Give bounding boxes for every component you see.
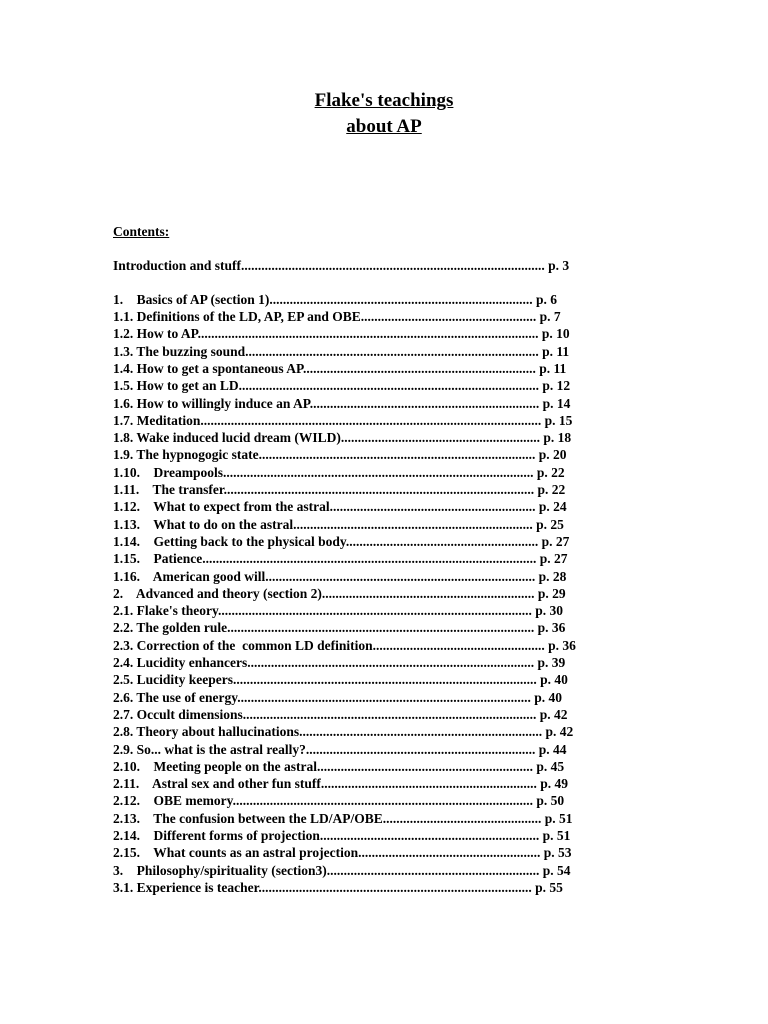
toc-entry-2-15: 2.15. What counts as an astral projection...................................................... p. 53 [113, 845, 572, 860]
toc-entry-1-4: 1.4. How to get a spontaneous AP..................................................................... p. 11 [113, 361, 567, 376]
toc-entry-2-6: 2.6. The use of energy....................................................................................... p. 40 [113, 690, 563, 705]
toc-entry-2-7: 2.7. Occult dimensions....................................................................................... p. 42 [113, 707, 568, 722]
toc-entry-2-1: 2.1. Flake's theory............................................................................................. p. 30 [113, 603, 564, 618]
toc-entry-1-10: 1.10. Dreampools............................................................................................ p. 22 [113, 465, 565, 480]
toc-entry-1-3: 1.3. The buzzing sound....................................................................................... p. 11 [113, 344, 570, 359]
toc-entry-2-14: 2.14. Different forms of projection................................................................. p. 51 [113, 828, 571, 843]
document-title-line-1: Flake's teachings [314, 90, 454, 111]
toc-entry-1-8: 1.8. Wake induced lucid dream (WILD)........................................................... p. 18 [113, 430, 572, 445]
toc-entry-2-13: 2.13. The confusion between the LD/AP/OBE............................................... p. 51 [113, 811, 573, 826]
toc-entry-1-16: 1.16. American good will................................................................................ p. 28 [113, 569, 567, 584]
toc-entry-1-13: 1.13. What to do on the astral....................................................................... p. 25 [113, 517, 564, 532]
toc-entry-2-4: 2.4. Lucidity enhancers..................................................................................... p. 39 [113, 655, 566, 670]
toc-entry-section-1: 1. Basics of AP (section 1).............................................................................. p. 6 [113, 292, 557, 307]
toc-entry-section-3: 3. Philosophy/spirituality (section3)............................................................... p. 54 [113, 863, 571, 878]
toc-entry-section-2: 2. Advanced and theory (section 2)............................................................... p. 29 [113, 586, 566, 601]
contents-heading: Contents: [113, 224, 170, 239]
toc-entry-2-9: 2.9. So... what is the astral really?.................................................................... p. 44 [113, 742, 567, 757]
toc-entry-2-2: 2.2. The golden rule........................................................................................... p. 36 [113, 620, 566, 635]
toc-entry-1-2: 1.2. How to AP..................................................................................................... p. 10 [113, 326, 570, 341]
toc-entry-2-11: 2.11. Astral sex and other fun stuff................................................................ p. 49 [113, 776, 569, 791]
toc-entry-1-11: 1.11. The transfer............................................................................................ p. 22 [113, 482, 566, 497]
toc-entry-1-12: 1.12. What to expect from the astral............................................................. p. 24 [113, 499, 567, 514]
toc-entry-1-6: 1.6. How to willingly induce an AP.................................................................... p. 14 [113, 396, 571, 411]
toc-entry-2-3: 2.3. Correction of the common LD definition................................................... p. 36 [113, 638, 576, 653]
toc-entry-1-1: 1.1. Definitions of the LD, AP, EP and OBE.................................................... p. 7 [113, 309, 561, 324]
toc-entry-1-9: 1.9. The hypnogogic state.................................................................................. p. 20 [113, 447, 567, 462]
toc-entry-introduction: Introduction and stuff.......................................................................................... p. 3 [113, 258, 570, 273]
toc-entry-3-1: 3.1. Experience is teacher................................................................................. p. 55 [113, 880, 563, 895]
toc-entry-1-14: 1.14. Getting back to the physical body......................................................... p. 27 [113, 534, 570, 549]
document-title-line-2: about AP [346, 116, 422, 137]
toc-entry-1-7: 1.7. Meditation..................................................................................................... p. 15 [113, 413, 573, 428]
toc-entry-1-15: 1.15. Patience................................................................................................... p. 27 [113, 551, 568, 566]
toc-entry-2-5: 2.5. Lucidity keepers.......................................................................................... p. 40 [113, 672, 568, 687]
toc-entry-1-5: 1.5. How to get an LD......................................................................................... p. 12 [113, 378, 571, 393]
toc-entry-2-12: 2.12. OBE memory......................................................................................... p. 50 [113, 793, 565, 808]
toc-entry-2-10: 2.10. Meeting people on the astral................................................................ p. 45 [113, 759, 565, 774]
toc-entry-2-8: 2.8. Theory about hallucinations........................................................................ p. 42 [113, 724, 574, 739]
